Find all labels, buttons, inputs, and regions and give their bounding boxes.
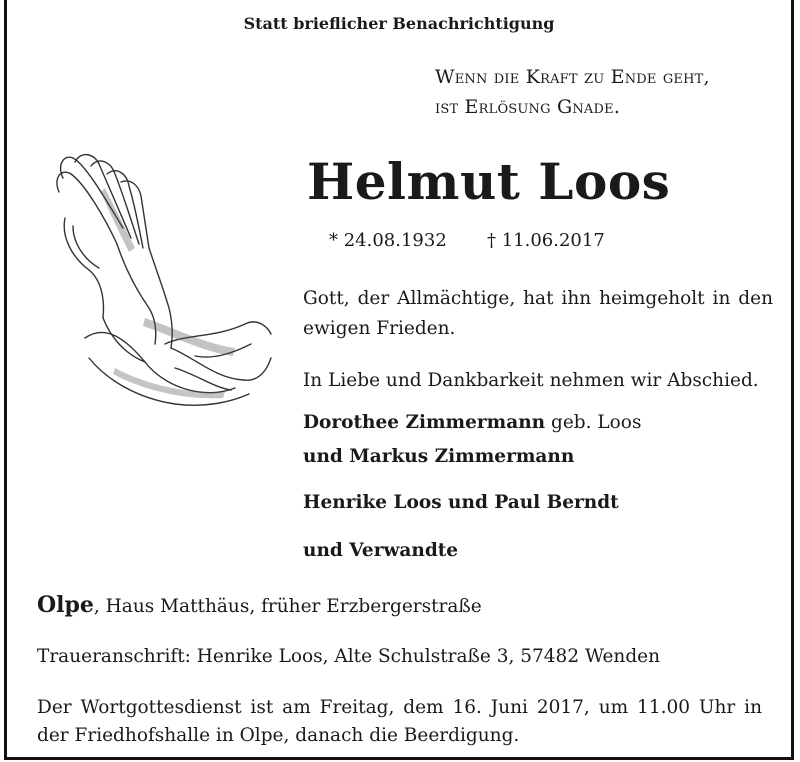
condolence-paragraph-1: Gott, der Allmächtige, hat ihn heimgeholt in den ewigen Frieden. (303, 288, 773, 339)
motto-line-1: Wenn die Kraft zu Ende geht, (435, 66, 710, 88)
mourning-address: Traueranschrift: Henrike Loos, Alte Schulstraße 3, 57482 Wenden (37, 646, 661, 667)
service-info: Der Wortgottesdienst ist am Freitag, dem 16. Juni 2017, um 11.00 Uhr in der Friedhofshalle in Olpe, danach die Beerdigung. (37, 697, 762, 746)
family-line-4: und Verwandte (303, 540, 459, 561)
family-member-suffix: geb. Loos (545, 412, 642, 433)
motto-line-2: ist Erlösung Gnade. (435, 96, 621, 118)
deceased-name: Helmut Loos (307, 152, 671, 211)
condolence-paragraph-2: In Liebe und Dankbarkeit nehmen wir Abschied. (303, 370, 759, 391)
family-line-1 (303, 412, 641, 433)
family-line-2: und Markus Zimmermann (303, 446, 575, 467)
birth-date: * 24.08.1932 (329, 230, 447, 251)
family-member-name: Dorothee Zimmermann (303, 412, 546, 433)
family-line-3: Henrike Loos und Paul Berndt (303, 492, 619, 513)
place-city: Olpe (37, 592, 94, 618)
praying-hands-icon (45, 148, 275, 413)
motto (435, 62, 710, 122)
place-detail: , Haus Matthäus, früher Erzbergerstraße (93, 596, 482, 617)
obituary-notice (4, 0, 794, 760)
death-date: † 11.06.2017 (487, 230, 605, 251)
header-text: Statt brieflicher Benachrichtigung (243, 14, 555, 33)
place-line (37, 592, 482, 618)
